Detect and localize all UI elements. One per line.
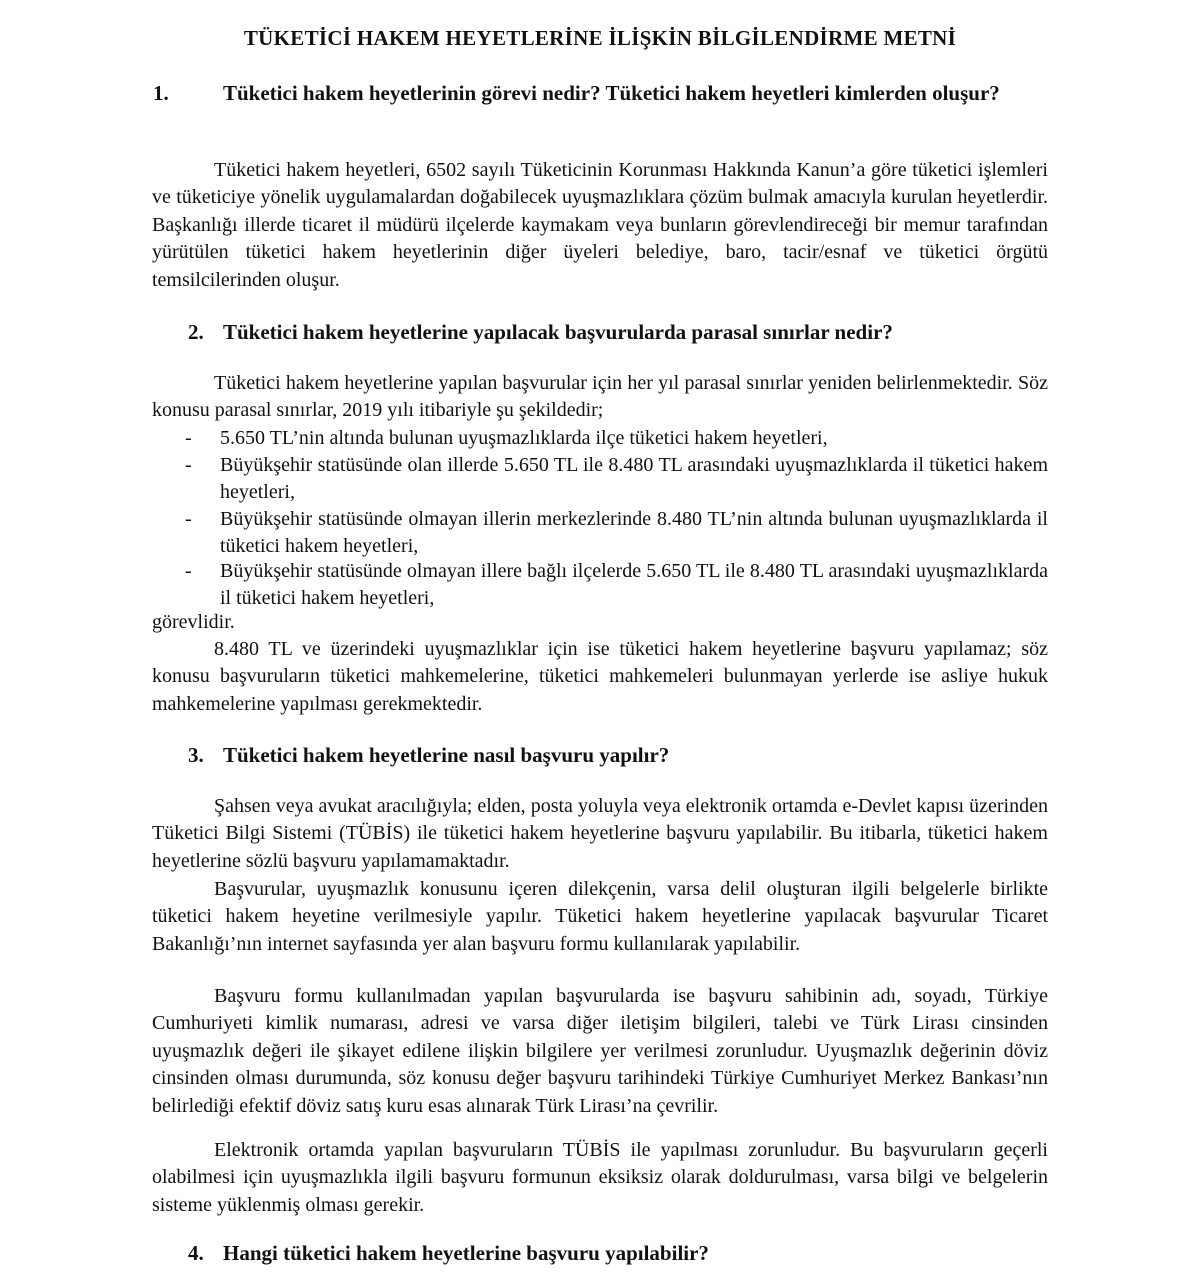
section-heading-text: Tüketici hakem heyetlerinin görevi nedir? Tüketici hakem heyetleri kimlerden oluşur? (223, 81, 1000, 105)
list-item-text: Büyükşehir statüsünde olan illerde 5.650 TL ile 8.480 TL arasındaki uyuşmazlıklarda il tüketici hakem heyetleri, (220, 454, 1048, 504)
list-item (152, 425, 1048, 452)
section-1-paragraph-1: Tüketici hakem heyetleri, 6502 sayılı Tüketicinin Korunması Hakkında Kanun’a göre tüketici işlemleri ve tüketiciye yönelik uygulamalardan doğabilecek uyuşmazlıklara çözüm bulmak amacıyla kurulan heyetlerdir. Başkanlığı illerde ticaret il müdürü ilçelerde kaymakam veya bunların görevlendireceği bir memur tarafından yürütülen tüketici hakem heyetlerinin diğer üyeleri belediye, baro, tacir/esnaf ve tüketici örgütü temsilcilerinden oluşur. (152, 159, 1048, 291)
list-item (152, 558, 1048, 613)
list-item (152, 452, 1048, 507)
bullet-dash: - (185, 427, 192, 449)
list-item (152, 506, 1048, 561)
section-heading-text: Tüketici hakem heyetlerine nasıl başvuru yapılır? (223, 743, 670, 767)
bullet-dash: - (185, 560, 192, 582)
list-item-text: 5.650 TL’nin altında bulunan uyuşmazlıklarda ilçe tüketici hakem heyetleri, (220, 427, 828, 449)
bullet-dash: - (185, 454, 192, 476)
section-1-heading (153, 80, 1093, 107)
list-item-text: Büyükşehir statüsünde olmayan illerin merkezlerinde 8.480 TL’nin altında bulunan uyuşmazlıklarda il tüketici hakem heyetleri, (220, 508, 1048, 558)
section-2-heading (188, 319, 1058, 346)
section-3-heading (188, 742, 1058, 769)
section-number: 2. (188, 320, 204, 344)
section-3-paragraph-3: Başvuru formu kullanılmadan yapılan başvurularda ise başvuru sahibinin adı, soyadı, Türkiye Cumhuriyeti kimlik numarası, adresi ve varsa diğer iletişim bilgileri, talebi ve Türk Lirası cinsinden uyuşmazlık değeri ile şikayet edilene ilişkin bilgilere yer verilmesi zorunludur. Uyuşmazlık değerinin döviz cinsinden olması durumunda, söz konusu değer başvuru tarihindeki Türkiye Cumhuriyet Merkez Bankası’nın belirlediği efektif döviz satış kuru esas alınarak Türk Lirası’na çevrilir. (152, 985, 1048, 1117)
section-number: 4. (188, 1241, 204, 1265)
list-item-text: Büyükşehir statüsünde olmayan illere bağlı ilçelerde 5.650 TL ile 8.480 TL arasındaki uyuşmazlıklarda il tüketici hakem heyetleri, (220, 560, 1048, 610)
section-2-closing: görevlidir. (152, 611, 235, 633)
bullet-dash: - (185, 508, 192, 530)
section-heading-text: Hangi tüketici hakem heyetlerine başvuru yapılabilir? (223, 1241, 709, 1265)
section-3-paragraph-4: Elektronik ortamda yapılan başvuruların TÜBİS ile yapılması zorunludur. Bu başvuruların geçerli olabilmesi için uyuşmazlıkla ilgili başvuru formunun eksiksiz olarak doldurulması, varsa bilgi ve belgelerin sisteme yüklenmiş olması gerekir. (152, 1139, 1048, 1216)
section-3-paragraph-2: Başvurular, uyuşmazlık konusunu içeren dilekçenin, varsa delil oluşturan ilgili belgelerle birlikte tüketici hakem heyetine verilmesiyle yapılır. Tüketici hakem heyetlerine yapılacak başvurular Ticaret Bakanlığı’nın internet sayfasında yer alan başvuru formu kullanılarak yapılabilir. (152, 878, 1048, 955)
section-2-intro: Tüketici hakem heyetlerine yapılan başvurular için her yıl parasal sınırlar yeniden belirlenmektedir. Söz konusu parasal sınırlar, 2019 yılı itibariyle şu şekildedir; (152, 372, 1048, 422)
section-4-heading (188, 1240, 1058, 1267)
section-heading-text: Tüketici hakem heyetlerine yapılacak başvurularda parasal sınırlar nedir? (223, 320, 893, 344)
section-3-paragraph-1: Şahsen veya avukat aracılığıyla; elden, posta yoluyla veya elektronik ortamda e-Devlet kapısı üzerinden Tüketici Bilgi Sistemi (TÜBİS) ile tüketici hakem heyetlerine başvuru yapılabilir. Bu itibarla, tüketici hakem heyetlerine sözlü başvuru yapılamamaktadır. (152, 795, 1048, 872)
section-number: 1. (153, 81, 169, 105)
section-2-paragraph-1: 8.480 TL ve üzerindeki uyuşmazlıklar için ise tüketici hakem heyetlerine başvuru yapılamaz; söz konusu başvuruların tüketici mahkemelerine, tüketici mahkemeleri bulunmayan yerlerde ise asliye hukuk mahkemelerine yapılması gerekmektedir. (152, 638, 1048, 715)
document-title: TÜKETİCİ HAKEM HEYETLERİNE İLİŞKİN BİLGİLENDİRME METNİ (243, 26, 957, 50)
section-number: 3. (188, 743, 204, 767)
